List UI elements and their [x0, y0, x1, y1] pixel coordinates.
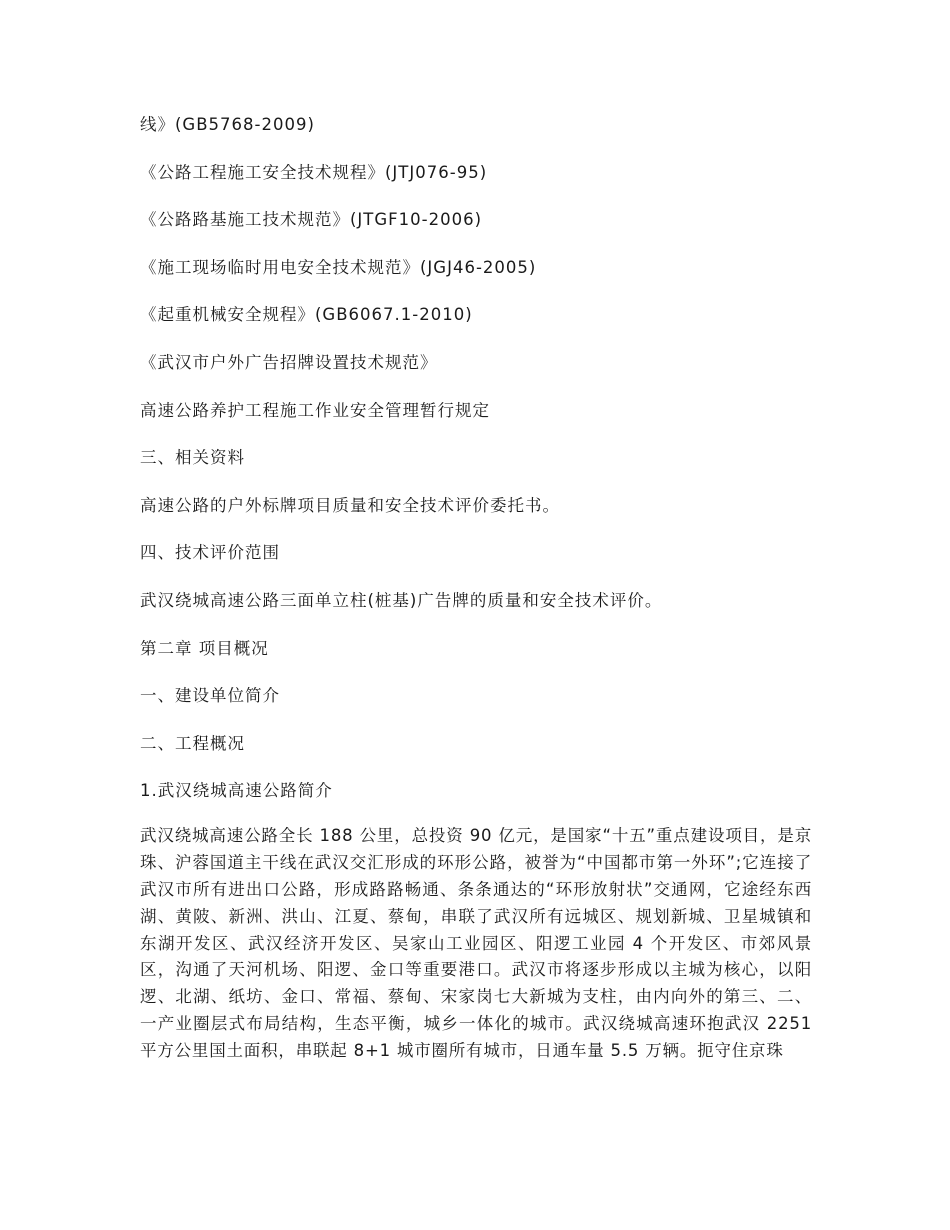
reference-standard: 《施工现场临时用电安全技术规范》(JGJ46-2005) [140, 257, 537, 277]
section-heading: 三、相关资料 [140, 448, 245, 468]
text-line: 高速公路的户外标牌项目质量和安全技术评价委托书。 [140, 495, 560, 515]
document-page [140, 113, 812, 1065]
reference-standard: 《公路工程施工安全技术规程》(JTJ076-95) [140, 162, 488, 182]
text-line: 武汉绕城高速公路三面单立柱(桩基)广告牌的质量和安全技术评价。 [140, 590, 663, 610]
chapter-heading: 第二章 项目概况 [140, 638, 269, 658]
section-heading: 四、技术评价范围 [140, 543, 280, 563]
reference-standard: 《武汉市户外广告招牌设置技术规范》 [140, 352, 438, 372]
section-heading: 二、工程概况 [140, 733, 245, 753]
reference-standard: 《起重机械安全规程》(GB6067.1-2010) [140, 305, 473, 325]
subsection-heading: 1.武汉绕城高速公路简介 [140, 781, 333, 801]
text-line: 线》(GB5768-2009) [140, 115, 315, 134]
reference-standard: 《公路路基施工技术规范》(JTGF10-2006) [140, 210, 483, 230]
section-heading: 一、建设单位简介 [140, 686, 280, 706]
reference-regulation: 高速公路养护工程施工作业安全管理暂行规定 [140, 400, 490, 420]
body-paragraph: 武汉绕城高速公路全长 188 公里，总投资 90 亿元，是国家“十五”重点建设项目，是京珠、沪蓉国道主干线在武汉交汇形成的环形公路，被誉为“中国都市第一外环”;它连接了武汉市所有进出口公路，形成路路畅通、条条通达的“环形放射状”交通网，它途经东西湖、黄陂、新洲、洪山、江夏、蔡甸，串联了武汉所有远城区、规划新城、卫星城镇和东湖开发区、武汉经济开发区、吴家山工业园区、阳逻工业园 4 个开发区、市郊风景区，沟通了天河机场、阳逻、金口等重要港口。武汉市将逐步形成以主城为核心，以阳逻、北湖、纸坊、金口、常福、蔡甸、宋家岗七大新城为支柱，由内向外的第三、二、一产业圈层式布局结构，生态平衡，城乡一体化的城市。武汉绕城高速环抱武汉 2251 平方公里国土面积，串联起 8+1 城市圈所有城市，日通车量 5.5 万辆。扼守住京珠 [140, 825, 812, 1061]
